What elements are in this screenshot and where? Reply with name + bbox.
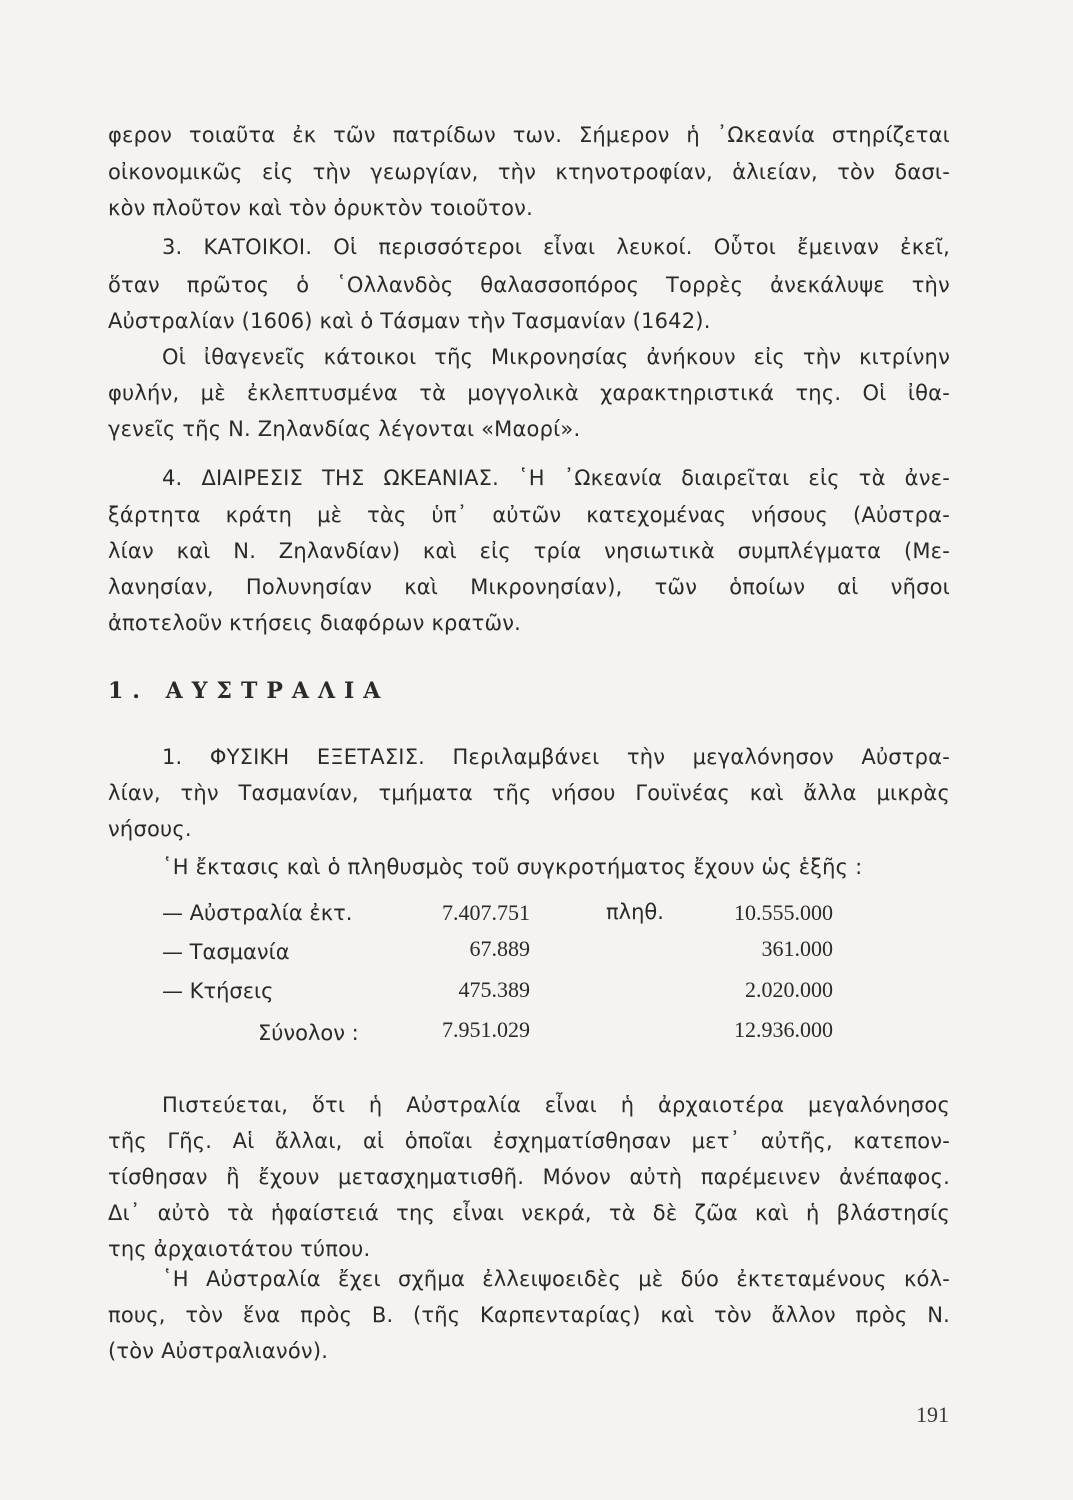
text-line: Αὐστραλίαν (1606) καὶ ὁ Τάσμαν τὴν Τασμανίαν (1642). bbox=[108, 309, 711, 333]
text-line: 1. ΦΥΣΙΚΗ ΕΞΕΤΑΣΙΣ. Περιλαμβάνει τὴν μεγαλόνησον Αὐστρα- bbox=[162, 745, 950, 769]
text-line: Οἱ ἰθαγενεῖς κάτοικοι τῆς Μικρονησίας ἀνήκουν εἰς τὴν κιτρίνην bbox=[162, 345, 950, 369]
row-name: — Τασμανία bbox=[162, 940, 290, 964]
row-pop: 361.000 bbox=[761, 936, 833, 961]
text-line: ἀποτελοῦν κτήσεις διαφόρων κρατῶν. bbox=[108, 611, 522, 635]
row-pop: 2.020.000 bbox=[745, 977, 833, 1002]
total-label: Σύνολον : bbox=[258, 1021, 359, 1045]
text-line: της ἀρχαιοτάτου τύπου. bbox=[108, 1237, 371, 1261]
text-line: τίσθησαν ἢ ἔχουν μετασχηματισθῆ. Μόνον αὐτὴ παρέμεινεν ἀνέπαφος. bbox=[108, 1165, 950, 1189]
text-line: λίαν καὶ Ν. Ζηλανδίαν) καὶ εἰς τρία νησιωτικὰ συμπλέγματα (Με- bbox=[108, 539, 950, 563]
text-line: 4. ΔΙΑΙΡΕΣΙΣ ΤΗΣ ΩΚΕΑΝΙΑΣ. ῾Η ᾽Ωκεανία διαιρεῖται εἰς τὰ ἀνε- bbox=[162, 466, 950, 490]
text-line: ῾Η ἔκτασις καὶ ὁ πληθυσμὸς τοῦ συγκροτήματος ἔχουν ὡς ἑξῆς : bbox=[162, 855, 863, 879]
row-pop-label: πληθ. bbox=[606, 900, 664, 924]
page-number: 191 bbox=[916, 1402, 949, 1427]
text-line: πους, τὸν ἕνα πρὸς Β. (τῆς Καρπενταρίας) καὶ τὸν ἄλλον πρὸς Ν. bbox=[108, 1303, 950, 1327]
text-line: τῆς Γῆς. Αἱ ἄλλαι, αἱ ὁποῖαι ἐσχηματίσθησαν μετ᾽ αὐτῆς, κατεπον- bbox=[108, 1129, 950, 1153]
section-heading: 1. ΑΥΣΤΡΑΛΙΑ bbox=[108, 678, 390, 704]
row-pop: 10.555.000 bbox=[734, 900, 833, 925]
text-line: ξάρτητα κράτη μὲ τὰς ὑπ᾽ αὐτῶν κατεχομένας νήσους (Αὐστρα- bbox=[108, 503, 950, 527]
total-pop: 12.936.000 bbox=[734, 1017, 833, 1042]
text-line: ῾Η Αὐστραλία ἔχει σχῆμα ἐλλειψοειδὲς μὲ δύο ἐκτεταμένους κόλ- bbox=[162, 1267, 950, 1291]
row-area: 67.889 bbox=[469, 936, 530, 961]
text-line: (τὸν Αὐστραλιανόν). bbox=[108, 1339, 329, 1363]
text-line: 3. ΚΑΤΟΙΚΟΙ. Οἱ περισσότεροι εἶναι λευκοί. Οὗτοι ἔμειναν ἐκεῖ, bbox=[162, 235, 950, 259]
row-name: — Κτήσεις bbox=[162, 979, 274, 1003]
text-line: φερον τοιαῦτα ἐκ τῶν πατρίδων των. Σήμερον ἡ ᾽Ωκεανία στηρίζεται bbox=[108, 123, 950, 147]
row-name: — Αὐστραλία ἐκτ. bbox=[162, 901, 353, 925]
text-line: λίαν, τὴν Τασμανίαν, τμήματα τῆς νήσου Γουϊνέας καὶ ἄλλα μικρὰς bbox=[108, 781, 950, 805]
text-line: Δι᾽ αὐτὸ τὰ ἡφαίστειά της εἶναι νεκρά, τὰ δὲ ζῶα καὶ ἡ βλάστησίς bbox=[108, 1201, 950, 1225]
text-line: φυλήν, μὲ ἐκλεπτυσμένα τὰ μογγολικὰ χαρακτηριστικά της. Οἱ ἰθα- bbox=[108, 381, 950, 405]
text-line: οἰκονομικῶς εἰς τὴν γεωργίαν, τὴν κτηνοτροφίαν, ἁλιείαν, τὸν δασι- bbox=[108, 160, 950, 184]
text-line: νήσους. bbox=[108, 817, 192, 841]
text-line: κὸν πλοῦτον καὶ τὸν ὀρυκτὸν τοιοῦτον. bbox=[108, 196, 533, 220]
total-area: 7.951.029 bbox=[442, 1017, 530, 1042]
text-line: γενεῖς τῆς Ν. Ζηλανδίας λέγονται «Μαορί». bbox=[108, 417, 581, 441]
row-area: 7.407.751 bbox=[442, 900, 530, 925]
row-area: 475.389 bbox=[458, 977, 530, 1002]
text-line: ὅταν πρῶτος ὁ ῾Ολλανδὸς θαλασσοπόρος Τορρὲς ἀνεκάλυψε τὴν bbox=[108, 273, 950, 297]
text-line: λανησίαν, Πολυνησίαν καὶ Μικρονησίαν), τῶν ὁποίων αἱ νῆσοι bbox=[108, 575, 950, 599]
text-line: Πιστεύεται, ὅτι ἡ Αὐστραλία εἶναι ἡ ἀρχαιοτέρα μεγαλόνησος bbox=[162, 1093, 950, 1117]
